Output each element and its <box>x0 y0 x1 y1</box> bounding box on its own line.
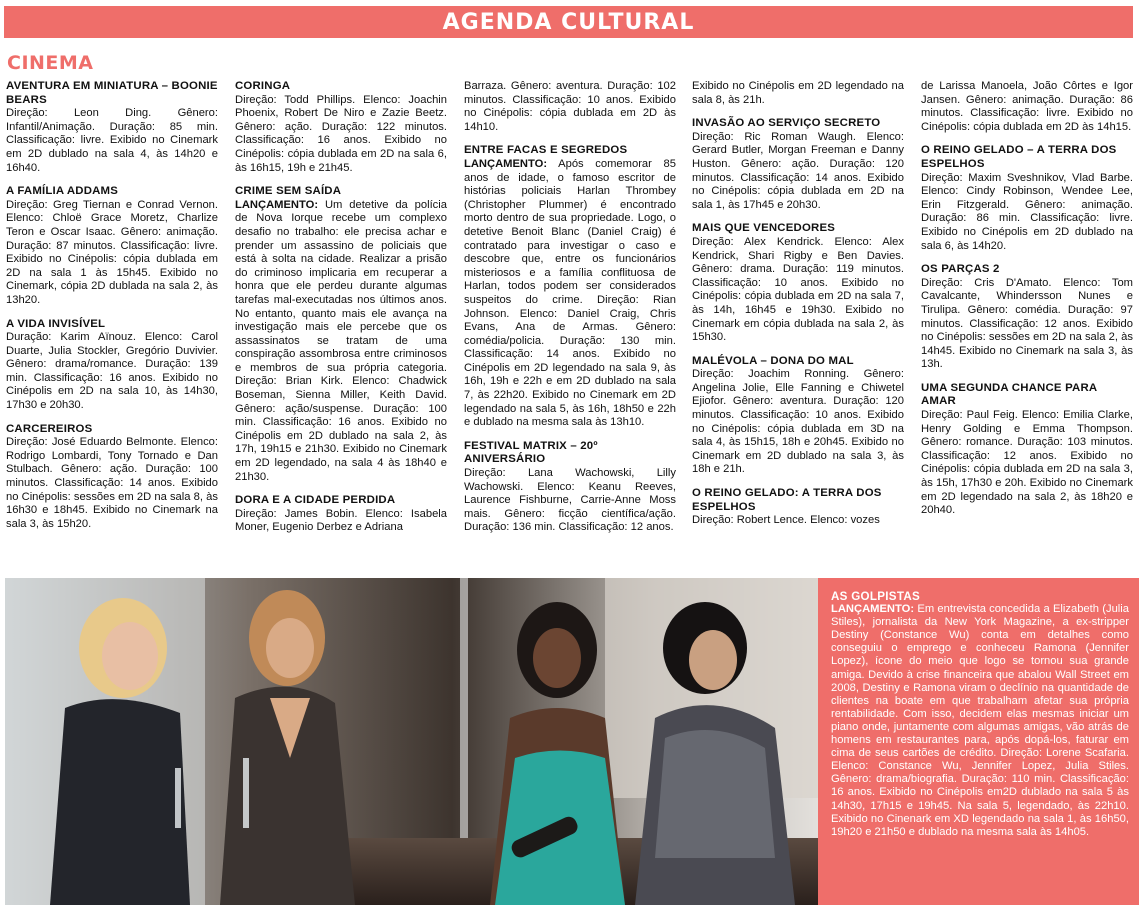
release-label: LANÇAMENTO: <box>831 603 915 616</box>
movie-details: Direção: Paul Feig. Elenco: Emilia Clarke, Henry Golding e Emma Thompson. Gênero: romance. Duração: 103 minutos. Classificação: 12 anos. Exibido no Cinépolis: cópia dublada em 2D na sala 3, às 15h, 17h30 e 20h. Exibido no Cinemark em 2D legendado na sala 2, às 18h20 e 20h40. <box>921 409 1133 517</box>
movie-entry <box>235 80 447 175</box>
movie-title: CORINGA <box>235 80 291 92</box>
movie-title: O REINO GELADO – A TERRA DOS ESPELHOS <box>921 144 1117 170</box>
release-label: LANÇAMENTO: <box>464 157 548 170</box>
featured-movie-title: AS GOLPISTAS <box>831 590 921 603</box>
movie-entry-continued <box>692 80 904 107</box>
movie-details: Direção: Robert Lence. Elenco: vozes <box>692 514 880 527</box>
header-banner <box>4 6 1133 38</box>
movie-title: AVENTURA EM MINIATURA – BOONIE BEARS <box>6 80 218 106</box>
movie-title: O REINO GELADO: A TERRA DOS ESPELHOS <box>692 487 882 513</box>
movie-details: Direção: Maxim Sveshnikov, Vlad Barbe. Elenco: Cindy Robinson, Wendee Lee, Erin Fitzgerald. Gênero: animação. Duração: 86 min. Classificação: livre. Exibido no Cinépolis em 2D dublado na sala 6, às 14h20. <box>921 171 1133 252</box>
movie-entry <box>464 144 676 429</box>
movie-title: CARCEREIROS <box>6 422 93 435</box>
listing-column-5 <box>921 80 1133 568</box>
movie-details: Direção: Greg Tiernan e Conrad Vernon. Elenco: Chloë Grace Moretz, Charlize Teron e Oscar Isaac. Gênero: animação. Duração: 87 minutos. Classificação: livre. Exibido no Cinépolis: cópia dublada em 2D na sala 1 às 15h45. Exibido no Cinemark, cópia 2D dublada na sala 2, às 13h20. <box>6 198 218 306</box>
movie-synopsis: Após comemorar 85 anos de idade, o famoso escritor de histórias policiais Harlan Thrombey (Christopher Plummer) é encontrado morto dentro de sua propriedade. Logo, o detetive Benoit Blanc (Daniel Craig) é contratado para investigar o caso e descobre que, entre os funcionários misteriosos e a família conflituosa de Harlan, todos podem ser considerados suspeitos do crime. Direção: Rian Johnson. Elenco: Daniel Craig, Chris Evans, Ana de Armas. Gênero: comédia/policia. Duração: 130 min. Classificação: 14 anos. Exibido no Cinépolis em 2D legendado na sala 9, às 16h, 19h e 22h e em 2D dublado na sala 7, às 22h20. Exibido no Cinemark em 2D legendado na sala 5, às 16h, 18h50 e 22h e dublado na mesma sala às 13h10. <box>464 157 676 429</box>
movie-details: Duração: Karim Aïnouz. Elenco: Carol Duarte, Julia Stockler, Gregório Duvivier. Gênero: drama/romance. Duração: 139 min. Classificação: 16 anos. Exibido no Cinépolis em 2D na sala 10, às 14h30, 17h30 e 20h30. <box>6 331 218 412</box>
release-label: LANÇAMENTO: <box>235 198 319 211</box>
movie-entry <box>692 222 904 344</box>
movie-details: Direção: Ric Roman Waugh. Elenco: Gerard Butler, Morgan Freeman e Danny Huston. Gênero: ação. Duração: 120 minutos. Classificação: 14 anos. Exibido no Cinépolis: cópia dublada em 2D na sala 1, às 17h45 e 20h30. <box>692 130 904 211</box>
movie-details <box>235 199 447 484</box>
photo-credit <box>0 578 5 658</box>
movie-title: MAIS QUE VENCEDORES <box>692 222 836 235</box>
movie-title: DORA E A CIDADE PERDIDA <box>235 494 396 507</box>
movie-entry <box>692 117 904 212</box>
movie-entry <box>235 185 447 484</box>
movie-title: MALÉVOLA – DONA DO MAL <box>692 354 854 367</box>
movie-entry <box>692 487 904 528</box>
movie-title: FESTIVAL MATRIX – 20º ANIVERSÁRIO <box>464 439 598 466</box>
movie-details <box>464 158 676 430</box>
featured-movie-synopsis: Em entrevista concedida a Elizabeth (Julia Stiles), jornalista da New York Magazine, a ex-stripper Destiny (Constance Wu) conta em detalhes como conseguiu o emprego e conheceu Ramona (Jennifer Lopez), ícone do meio que logo se tornou sua grande amiga. Devido à crise financeira que abalou Wall Street em 2008, Destiny e Ramona viram o declínio na quantidade de clientes na boate em que trabalham afetar sua própria rentabilidade. Com isso, decidem elas mesmas iniciar um piano onde, juntamente com algumas amigas, vão atrás de homens em restaurantes para, após dopá-los, faturar em cima de seus cartões de crédito. Direção: Lorene Scafaria. Elenco: Constance Wu, Jennifer Lopez, Julia Stiles. Gênero: drama/biografia. Duração: 110 min. Classificação: 16 anos. Exibido no Cinépolis em2D dublado na sala 5 às 14h30, 17h15 e 19h45. Na sala 5, legendado, às 22h10. Exibido no Cinenark em XD legendado na sala 1, às 16h50, 19h20 e 21h50 e dublado na mesma sala às 14h05. <box>831 603 1129 838</box>
movie-entry-continued <box>464 80 676 134</box>
movie-details: Direção: Todd Phillips. Elenco: Joachin Phoenix, Robert De Niro e Zazie Beetz. Gênero: ação. Duração: 122 minutos. Classificação: 16 anos. Exibido no Cinépolis: cópia dublada em 2D na sala 6, às 16h15, 19h e 21h45. <box>235 93 447 174</box>
movie-details: Barraza. Gênero: aventura. Duração: 102 minutos. Classificação: 10 anos. Exibido no Cinépolis: cópia dublada em 2D às 14h10. <box>464 80 676 133</box>
featured-movie-box <box>818 578 1139 905</box>
movie-title: ENTRE FACAS E SEGREDOS <box>464 144 628 157</box>
featured-movie-details <box>831 603 1129 839</box>
movie-entry <box>235 494 447 535</box>
movie-still-photo <box>5 578 818 905</box>
movie-entry <box>692 355 904 477</box>
movie-entry <box>6 318 218 413</box>
movie-details: Exibido no Cinépolis em 2D legendado na sala 8, às 21h. <box>692 80 904 106</box>
movie-details: Direção: James Bobin. Elenco: Isabela Moner, Eugenio Derbez e Adriana <box>235 507 447 534</box>
listing-column-3 <box>464 80 676 568</box>
movie-title: INVASÃO AO SERVIÇO SECRETO <box>692 117 881 130</box>
movie-entry <box>921 144 1133 253</box>
movie-details: Direção: Alex Kendrick. Elenco: Alex Kendrick, Shari Rigby e Ben Davies. Gênero: drama. Duração: 119 minutos. Classificação: 10 anos. Exibido no Cinépolis: cópia dublada em 2D na sala 7, às 14h, 16h45 e 19h30. Exibido no Cinemark em cópia dublada na sala 2, às 15h30. <box>692 235 904 344</box>
movie-entry <box>921 382 1133 518</box>
movie-details: de Larissa Manoela, João Côrtes e Igor Jansen. Gênero: animação. Duração: 86 minutos. Classificação: livre. Exibido no Cinépolis: cópia dublada em 2D às 14h15. <box>921 80 1133 133</box>
movie-title: OS PARÇAS 2 <box>921 263 1000 276</box>
movie-details: Direção: Lana Wachowski, Lilly Wachowski. Elenco: Keanu Reeves, Laurence Fishburne, Carrie-Anne Moss mais. Gênero: ficção científica/ação. Duração: 136 min. Classificação: 12 anos. <box>464 467 676 534</box>
movie-entry <box>921 263 1133 372</box>
listing-column-1 <box>6 80 218 568</box>
movie-entry <box>6 423 218 532</box>
listing-column-2 <box>235 80 447 568</box>
section-title: CINEMA <box>7 52 94 74</box>
movie-entry <box>464 440 676 535</box>
movie-details: Direção: José Eduardo Belmonte. Elenco: Rodrigo Lombardi, Tony Tornado e Dan Stulbach. Gênero: ação. Duração: 100 minutos. Classificação: 14 anos. Exibido no Cinépolis: sessões em 2D na sala 8, às 16h30 e 18h45. Exibido no Cinemark na sala 3, às 15h20. <box>6 436 218 530</box>
movie-details: Direção: Joachim Ronning. Gênero: Angelina Jolie, Elle Fanning e Chiwetel Ejiofor. Gênero: aventura. Duração: 120 minutos. Classificação: 10 anos. Exibido no Cinépolis: cópia dublada em 3D na sala 4, às 15h15, 18h e 20h45. Exibido no Cinemark em 2D dublado na sala 3, às 18h e 21h. <box>692 368 904 476</box>
movie-title: CRIME SEM SAÍDA <box>235 185 342 198</box>
movie-title: A FAMÍLIA ADDAMS <box>6 185 119 198</box>
page-title: AGENDA CULTURAL <box>442 9 695 35</box>
movie-entry <box>6 185 218 307</box>
movie-synopsis: Um detetive da polícia de Nova Iorque recebe um complexo desafio no trabalho: ele precisa achar e prender um assassino de policiais que está à solta na cidade. Realizar a prisão do criminoso implicaria em recuperar a honra que ele perdeu durante algumas tarefas mal-executadas nos últimos anos. No entanto, quanto mais ele avança na investigação mais ele percebe que os assassinatos se tratam de uma conspiração assombrosa entre criminosos e membros de sua própria categoria. Direção: Brian Kirk. Elenco: Chadwick Boseman, Sienna Miller, Keith David. Gênero: ação/suspense. Duração: 100 min. Classificação: 16 anos. Exibido no Cinépolis em 2D dublado na sala 2, às 17h, 19h15 e 21h30. Exibido no Cinemark em 2D legendado, na sala 4 às 18h40 e 21h30. <box>235 198 447 483</box>
movie-entry-continued <box>921 80 1133 134</box>
movie-details: Direção: Cris D'Amato. Elenco: Tom Cavalcante, Whindersson Nunes e Tirulipa. Gênero: comédia. Duração: 97 minutos. Classificação: 12 anos. Exibido no Cinépolis: sessões em 2D na sala 2, às 14h45. Exibido no Cinemark na sala 3, às 13h. <box>921 276 1133 371</box>
movie-title: A VIDA INVISÍVEL <box>6 317 106 330</box>
listing-column-4 <box>692 80 904 568</box>
movie-entry <box>6 80 218 175</box>
movie-title: UMA SEGUNDA CHANCE PARA AMAR <box>921 381 1097 408</box>
movie-details: Direção: Leon Ding. Gênero: Infantil/Animação. Duração: 85 min. Classificação: livre. Exibido no Cinemark em 2D dublado na sala 4, às 14h20 e 16h40. <box>6 107 218 174</box>
